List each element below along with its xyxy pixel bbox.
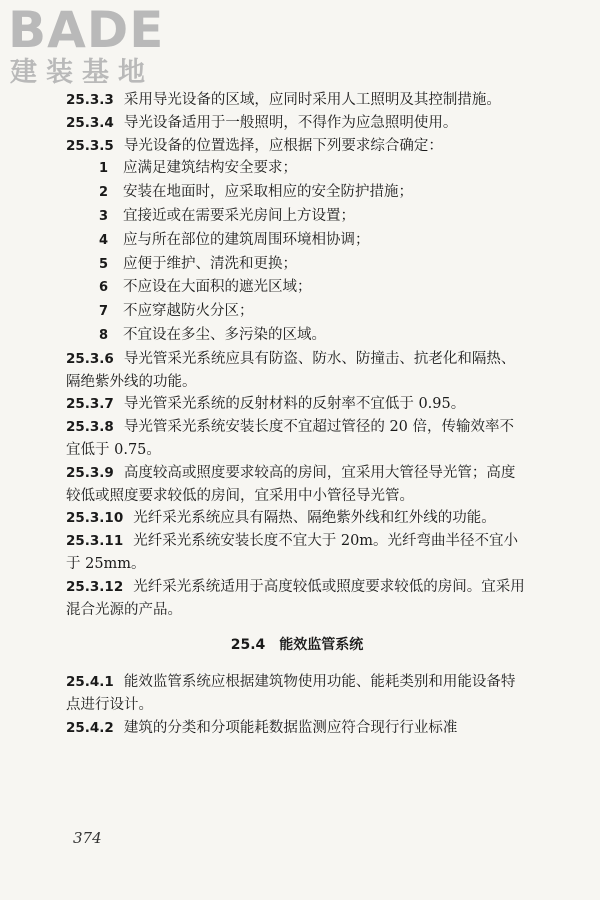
list-item-text: 安装在地面时，应采取相应的安全防护措施； <box>123 184 413 201</box>
clause <box>66 416 528 462</box>
clause <box>66 717 528 740</box>
list-item-number: 3 <box>99 208 109 224</box>
list-item-text: 应满足建筑结构安全要求； <box>123 160 297 177</box>
list-item <box>66 253 528 277</box>
list-item-number: 6 <box>99 280 109 296</box>
clause-number: 25.4.1 <box>66 674 114 691</box>
clause-text: 光纤采光系统安装长度不宜大于 20m。光纤弯曲半径不宜小于 25mm。 <box>66 533 519 572</box>
clause-text: 高度较高或照度要求较高的房间，宜采用大管径导光管；高度较低或照度要求较低的房间，宜采用中小管径导光管。 <box>66 464 516 504</box>
list-item-text: 不应设在大面积的遮光区域； <box>123 279 312 296</box>
clause-text: 光纤采光系统应具有隔热、隔绝紫外线和红外线的功能。 <box>133 510 496 527</box>
clause <box>66 576 528 622</box>
clause-text: 光纤采光系统适用于高度较低或照度要求较低的房间。宜采用混合光源的产品。 <box>66 578 525 618</box>
clause <box>66 671 528 717</box>
list-item-text: 不宜设在多尘、多污染的区域。 <box>123 326 326 343</box>
clause-text: 导光管采光系统的反射材料的反射率不宜低于 0.95。 <box>123 396 466 413</box>
logo-subtitle: 建装基地 <box>10 57 154 88</box>
clause-number: 25.3.8 <box>66 419 114 436</box>
list-item <box>66 157 528 181</box>
clause-number: 25.3.3 <box>66 92 114 108</box>
list-item-text: 宜接近或在需要采光房间上方设置； <box>123 207 355 224</box>
list-item-number: 4 <box>99 232 109 248</box>
clause <box>66 348 528 394</box>
clause <box>66 135 528 158</box>
clause-number: 25.3.6 <box>66 350 114 367</box>
watermark-logo <box>8 1 178 90</box>
list-item-text: 不应穿越防火分区； <box>123 303 254 320</box>
list-item-text: 应与所在部位的建筑周围环境相协调； <box>123 231 370 248</box>
list-item <box>66 324 528 348</box>
clause-text: 建筑的分类和分项能耗数据监测应符合现行行业标准 <box>123 719 458 736</box>
section-heading: 25.4 能效监管系统 <box>230 637 364 654</box>
clause-number: 25.3.4 <box>66 114 114 131</box>
clause-number: 25.3.10 <box>66 510 124 527</box>
clause-number: 25.3.12 <box>66 578 124 595</box>
clause <box>66 89 528 112</box>
clause-text: 采用导光设备的区域，应同时采用人工照明及其控制措施。 <box>123 92 501 108</box>
page-number: 374 <box>73 829 102 847</box>
list-item-number: 5 <box>99 256 109 272</box>
clause-number: 25.3.9 <box>66 464 114 481</box>
list-item-number: 1 <box>99 161 109 177</box>
clause-number: 25.4.2 <box>66 719 114 736</box>
clause <box>66 462 528 508</box>
list-item-text: 应便于维护、清洗和更换； <box>123 255 297 272</box>
clause-text: 导光管采光系统应具有防盗、防水、防撞击、抗老化和隔热、隔绝紫外线的功能。 <box>66 350 516 390</box>
clause-text: 导光设备的位置选择，应根据下列要求综合确定： <box>123 137 443 154</box>
clause-number: 25.3.5 <box>66 137 114 154</box>
clause <box>66 507 528 530</box>
list-item-number: 7 <box>99 304 109 320</box>
page-content <box>66 89 528 740</box>
clause-text: 导光管采光系统安装长度不宜超过管径的 20 倍，传输效率不宜低于 0.75。 <box>66 419 515 458</box>
list-item <box>66 229 528 253</box>
clause-text: 导光设备适用于一般照明，不得作为应急照明使用。 <box>123 114 458 131</box>
list-item-number: 8 <box>99 327 109 343</box>
clause-number: 25.3.7 <box>66 396 114 413</box>
clause <box>66 530 528 576</box>
clause-number: 25.3.11 <box>66 533 124 550</box>
list-item-number: 2 <box>99 185 109 201</box>
list-item <box>66 181 528 205</box>
clause <box>66 393 528 416</box>
clause <box>66 112 528 135</box>
list-item <box>66 205 528 229</box>
clause-text: 能效监管系统应根据建筑物使用功能、能耗类别和用能设备特点进行设计。 <box>66 674 516 713</box>
list-item <box>66 276 528 300</box>
logo-text: BADE <box>8 1 165 59</box>
list-item <box>66 300 528 324</box>
